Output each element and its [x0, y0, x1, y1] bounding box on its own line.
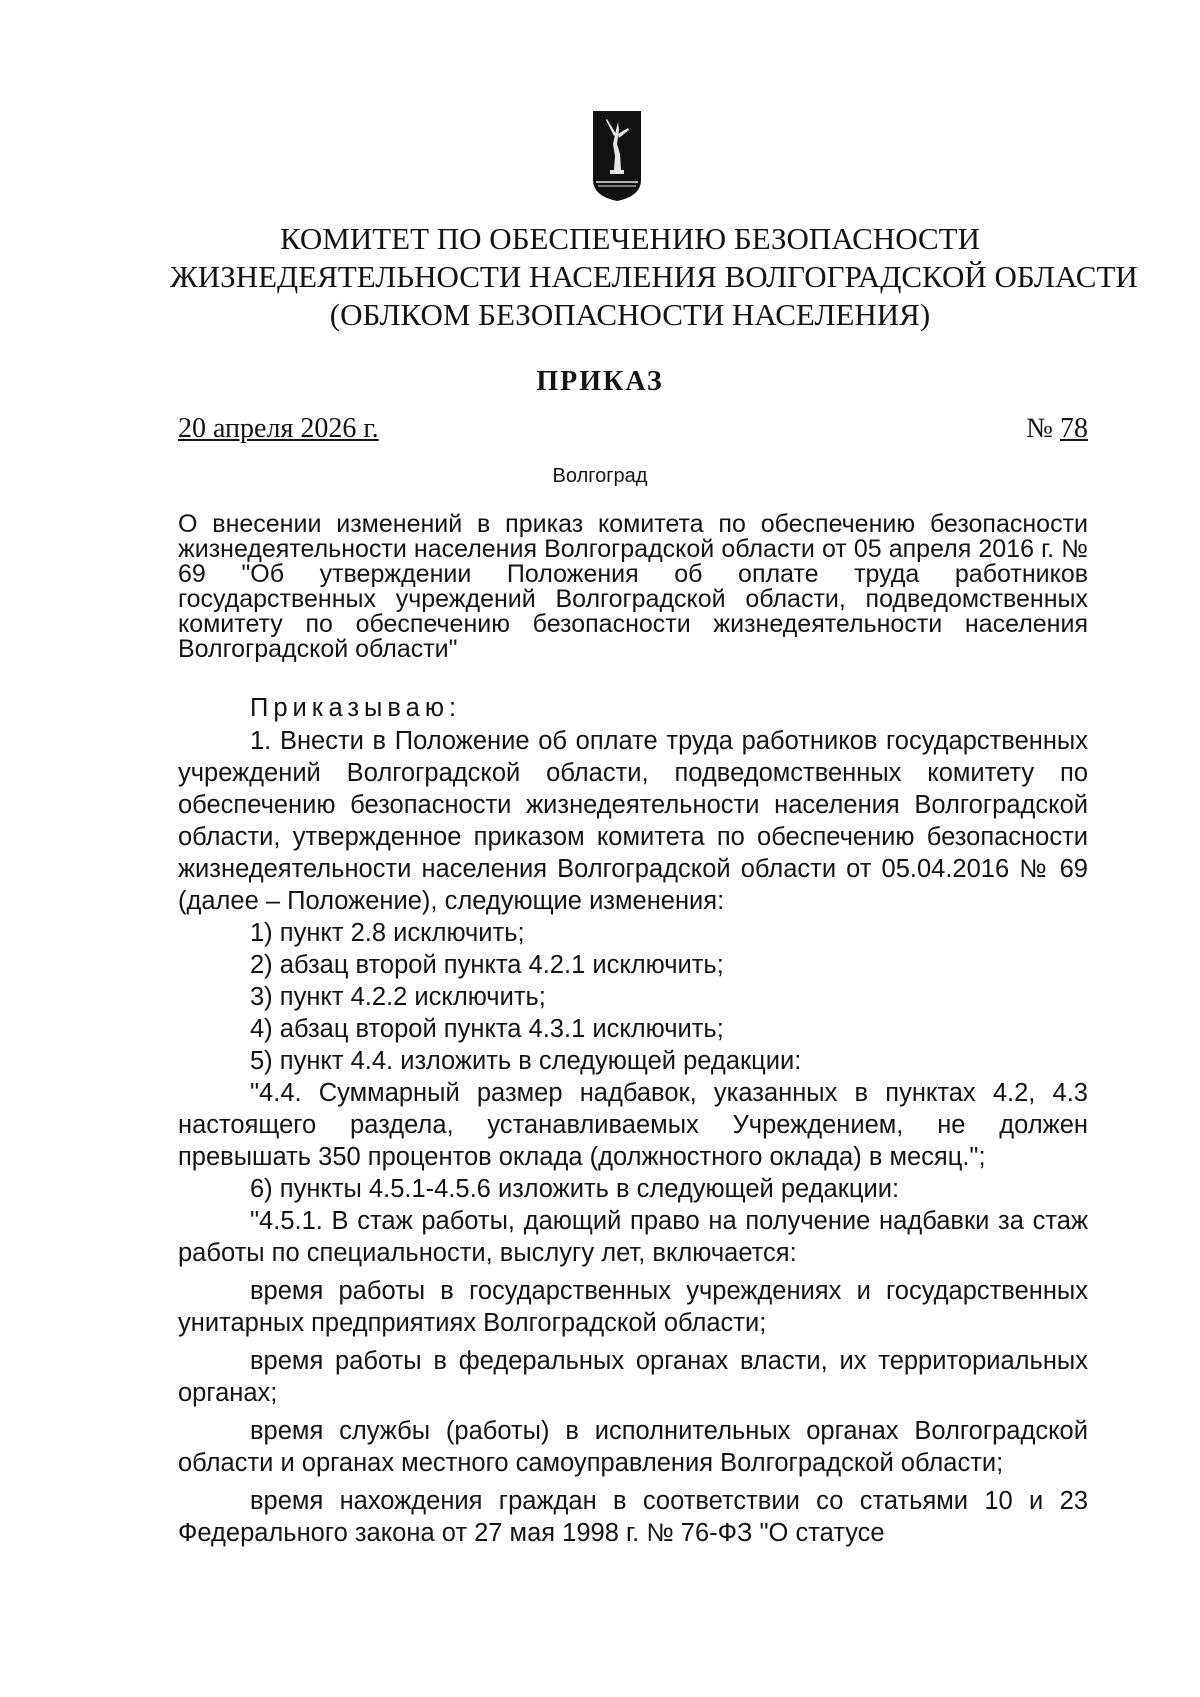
number-value: 78 [1060, 413, 1088, 444]
body-subitem-2: 2) абзац второй пункта 4.2.1 исключить; [250, 951, 724, 979]
paragraph-b: время работы в федеральных органах власти, их территориальных органах; [178, 1347, 1088, 1407]
paragraph-d: время нахождения граждан в соответствии со статьями 10 и 23 Федерального закона от 27 мая 1998 г. № 76-ФЗ "О статусе [178, 1487, 1088, 1547]
body-subitem-3: 3) пункт 4.2.2 исключить; [250, 983, 546, 1011]
quote-4-5-1: "4.5.1. В стаж работы, дающий право на получение надбавки за стаж работы по специальности, выслугу лет, включается: [178, 1207, 1088, 1267]
document-date: 20 апреля 2026 г. [178, 413, 379, 444]
body-subitem-4: 4) абзац второй пункта 4.3.1 исключить; [250, 1015, 724, 1043]
organization-header [170, 220, 1138, 334]
document-type-title: ПРИКАЗ [536, 366, 664, 397]
quote-4-4: "4.4. Суммарный размер надбавок, указанных в пунктах 4.2, 4.3 настоящего раздела, устанавливаемых Учреждением, не должен превышать 350 процентов оклада (должностного оклада) в месяц."; [178, 1079, 1088, 1171]
city: Волгоград [552, 465, 648, 487]
body-subitem-5: 5) пункт 4.4. изложить в следующей редакции: [250, 1047, 802, 1075]
header-line-3: (ОБЛКОМ БЕЗОПАСНОСТИ НАСЕЛЕНИЯ) [329, 297, 931, 332]
order-word: Приказываю: [250, 694, 462, 722]
paragraph-a: время работы в государственных учреждениях и государственных унитарных предприятиях Волгоградской области; [178, 1277, 1088, 1337]
paragraph-c: время службы (работы) в исполнительных органах Волгоградской области и органах местного самоуправления Волгоградской области; [178, 1417, 1088, 1477]
coat-of-arms-emblem [592, 110, 642, 202]
document-number [1026, 413, 1088, 445]
volgograd-emblem-icon [592, 110, 642, 202]
number-prefix: № [1026, 413, 1053, 444]
body-subitem-1: 1) пункт 2.8 исключить; [250, 919, 525, 947]
body-subitem-6: 6) пункты 4.5.1-4.5.6 изложить в следующей редакции: [250, 1175, 900, 1203]
header-line-2: ЖИЗНЕДЕЯТЕЛЬНОСТИ НАСЕЛЕНИЯ ВОЛГОГРАДСКОЙ ОБЛАСТИ [170, 259, 1138, 294]
document-subject: О внесении изменений в приказ комитета по обеспечению безопасности жизнедеятельности населения Волгоградской области от 05 апреля 2016 г. № 69 "Об утверждении Положения об оплате труда работников государственных учреждений Волгоградской области, подведомственных комитету по обеспечению безопасности жизнедеятельности населения Волгоградской области" [178, 510, 1088, 663]
document-body [178, 692, 1088, 1549]
header-line-1: КОМИТЕТ ПО ОБЕСПЕЧЕНИЮ БЕЗОПАСНОСТИ [279, 221, 980, 256]
body-item-1: 1. Внести в Положение об оплате труда работников государственных учреждений Волгоградской области, подведомственных комитету по обеспечению безопасности жизнедеятельности населения Волгоградской области, утвержденное приказом комитета по обеспечению безопасности жизнедеятельности населения Волгоградской области от 05.04.2016 № 69 (далее – Положение), следующие изменения: [178, 727, 1088, 915]
